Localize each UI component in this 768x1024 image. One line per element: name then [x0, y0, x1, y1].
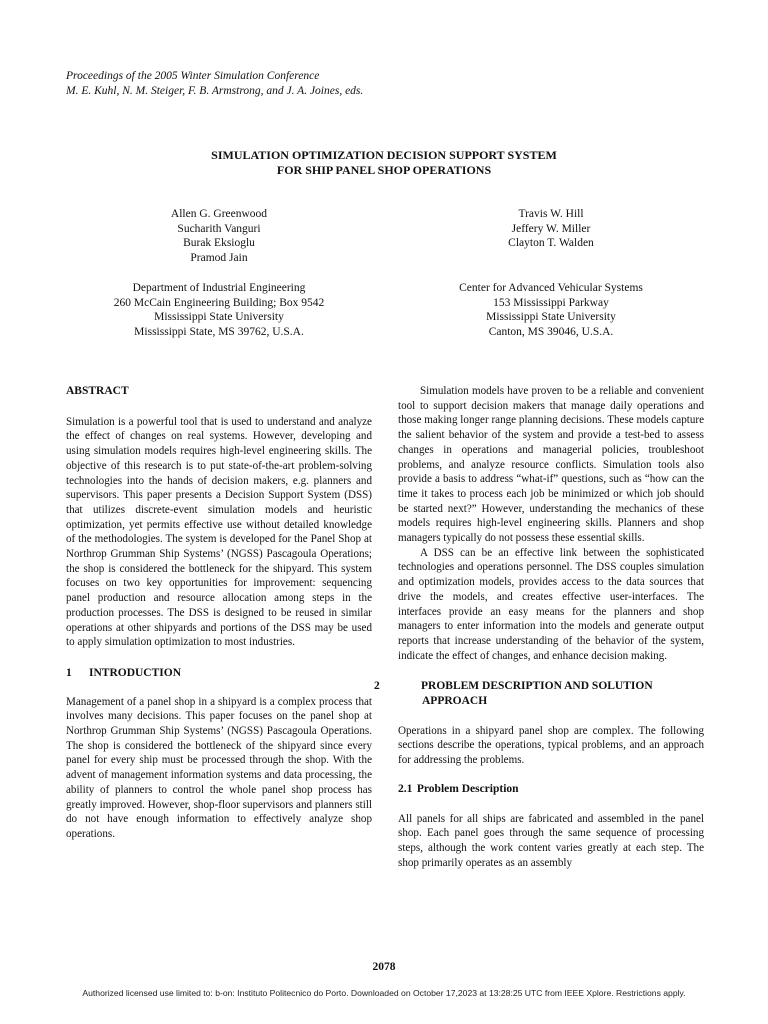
- author-name: Pramod Jain: [190, 252, 248, 265]
- section-title: PROBLEM DESCRIPTION AND SOLUTION APPROACH: [421, 680, 653, 708]
- proceedings-line: Proceedings of the 2005 Winter Simulation Conference: [66, 70, 320, 82]
- section-title: INTRODUCTION: [89, 666, 182, 679]
- paper-title-line-1: SIMULATION OPTIMIZATION DECISION SUPPORT SYSTEM: [211, 148, 557, 162]
- body-paragraph-1: Simulation models have proven to be a reliable and convenient tool to support decision makers that manage daily operations and those making longer range planning decisions. These models capture the salient behavior of the system and provide a test-bed to assess changes in operations and managerial policies, troubleshoot problems, and analyze resource conflicts. Simulation tools also provide a basis to address “what-if” questions, such as “how can the time it takes to process each job be minimized or which job should be started next?” However, understanding the mechanics of these models requires high-level engineering skills. Planners and shop managers typically do not possess these essential skills.: [398, 385, 704, 545]
- section-title: Problem Description: [416, 782, 519, 795]
- affiliation-line: Center for Advanced Vehicular Systems: [459, 282, 643, 294]
- subsection-2-1-text: All panels for all ships are fabricated and assembled in the panel shop. Each panel goes through the same sequence of processing steps, although the work content varies greatly at each step. The shop primarily operates as an assembly: [398, 812, 704, 869]
- section-2-text: Operations in a shipyard panel shop are complex. The following sections describe the operations, typical problems, and an approach for addressing the problems.: [398, 724, 704, 767]
- left-column: [66, 384, 372, 842]
- editors-line: M. E. Kuhl, N. M. Steiger, F. B. Armstrong, and J. A. Joines, eds.: [66, 85, 364, 97]
- author-name: Allen G. Greenwood: [170, 208, 268, 220]
- paper-title-line-2: FOR SHIP PANEL SHOP OPERATIONS: [276, 163, 492, 177]
- affiliation-line: Mississippi State University: [486, 311, 616, 324]
- affiliation-right: [398, 281, 704, 340]
- abstract-heading: ABSTRACT: [66, 385, 129, 397]
- section-number: 2: [374, 680, 380, 693]
- authors-left: [66, 207, 372, 266]
- affiliation-line: 153 Mississippi Parkway: [493, 296, 609, 309]
- section-number: 1: [66, 666, 72, 679]
- affiliation-line: 260 McCain Engineering Building; Box 9542: [113, 296, 325, 309]
- section-number: 2.1: [398, 782, 413, 795]
- affiliation-line: Department of Industrial Engineering: [132, 282, 306, 294]
- subsection-2-1-heading: [398, 782, 704, 797]
- abstract-text: Simulation is a powerful tool that is used to understand and analyze the effect of changes on real systems. However, developing and using simulation models requires high-level engineering skills. The objective of this research is to put state-of-the-art problem-solving technologies into the hands of decision makers, e.g. planners and supervisors. This paper presents a Decision Support System (DSS) that utilizes discrete-event simulation models and heuristic optimization, yet permits effective use without detailed knowledge of the methodologies. The system is developed for the Panel Shop at Northrop Grumman Ship Systems’ (NGSS) Pascagoula Operations; the shop is considered the bottleneck for the shipyard. This system focuses on two key opportunities for improvement: sequencing panel production and resource allocation among steps in the production processes. The DSS is designed to be reused in similar operations at other shipyards and portions of the DSS may be used to apply simulation optimization to most industries.: [66, 415, 372, 649]
- section-2-heading: [374, 679, 704, 708]
- right-column: [374, 384, 704, 870]
- affiliation-left: [66, 281, 372, 340]
- authors-right: [398, 207, 704, 251]
- author-name: Sucharith Vanguri: [177, 222, 261, 235]
- body-paragraph-2: A DSS can be an effective link between the sophisticated technologies and operations personnel. The DSS couples simulation and optimization models, provides access to the data sources that drive the models, and creates effective user-interfaces. The interfaces provide an easy means for the planners and shop managers to enter information into the models and generate output reports that increase understanding of the behavior of the system, indicate the effect of changes, and enhance decision making.: [398, 546, 704, 662]
- license-footer: Authorized licensed use limited to: b-on: Instituto Politecnico do Porto. Downloaded on October 17,2023 at 13:28:25 UTC from IEEE Xplore. Restrictions apply.: [82, 988, 686, 998]
- author-name: Jeffery W. Miller: [511, 222, 591, 235]
- page-number: 2078: [372, 961, 396, 973]
- author-name: Clayton T. Walden: [508, 237, 594, 250]
- affiliation-line: Mississippi State, MS 39762, U.S.A.: [134, 326, 304, 339]
- introduction-text: Management of a panel shop in a shipyard is a complex process that involves many decisions. This paper focuses on the panel shop at Northrop Grumman Ship Systems’ (NGSS) Pascagoula Operations. The shop is considered the bottleneck of the shipyard since every panel for every ship must be processed through the shop. With the advent of management information systems and data processing, the ability of planners to control the whole panel shop process has greatly improved. However, shop-floor supervisors and planners still do not have enough information to effectively analyze shop operations.: [66, 695, 372, 840]
- affiliation-line: Canton, MS 39046, U.S.A.: [488, 326, 614, 339]
- introduction-heading: [66, 666, 372, 681]
- affiliation-line: Mississippi State University: [154, 311, 284, 324]
- author-name: Travis W. Hill: [518, 208, 584, 220]
- author-name: Burak Eksioglu: [183, 237, 255, 250]
